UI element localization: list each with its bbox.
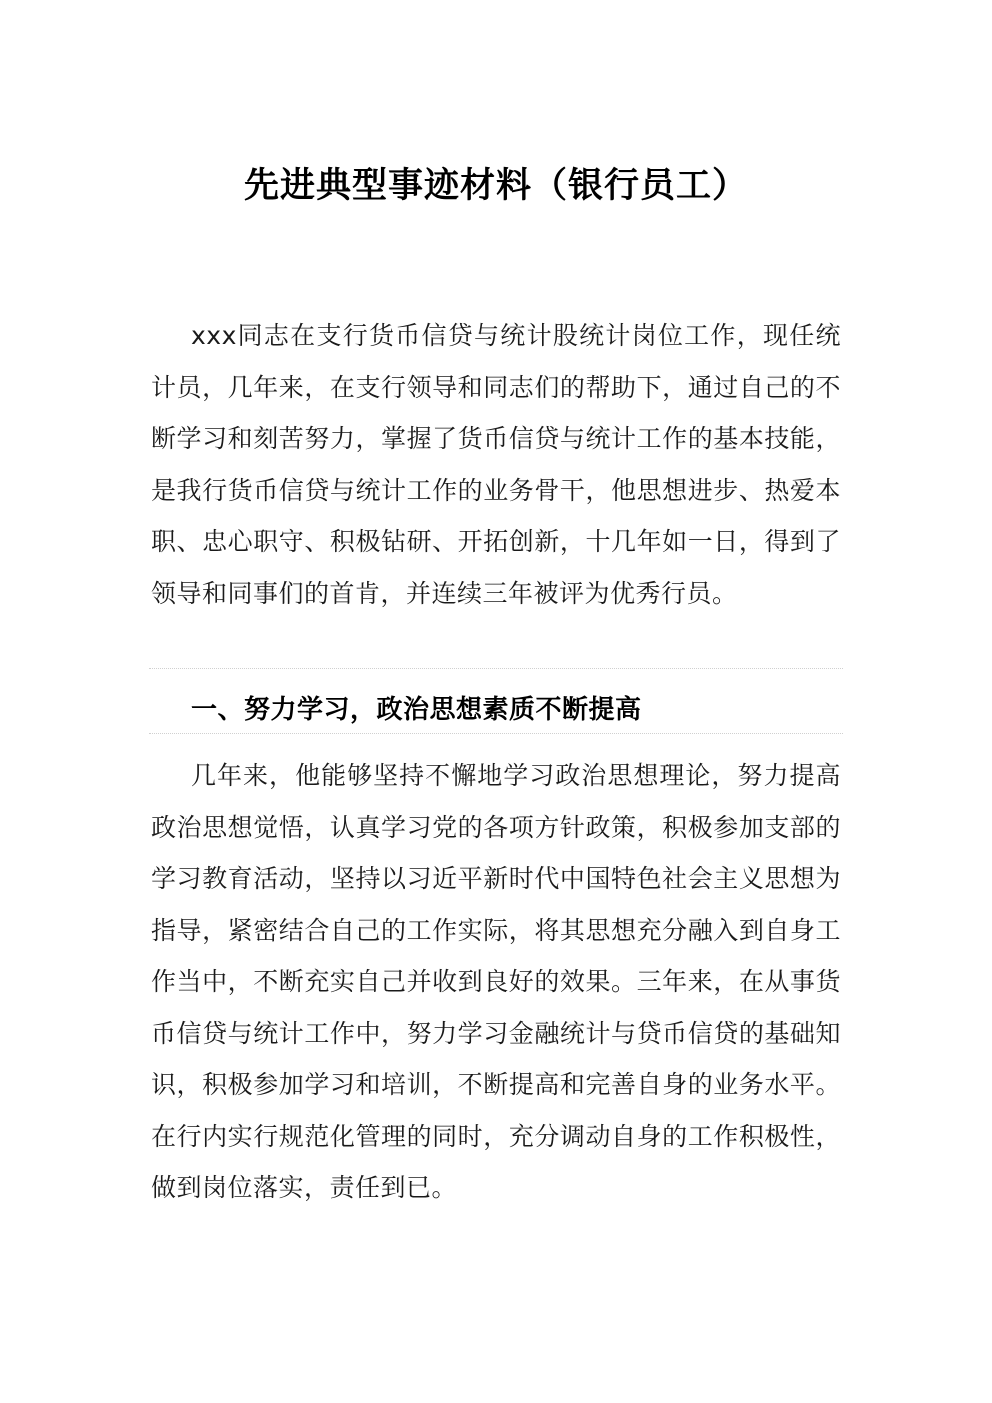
paragraph-section-1: 几年来，他能够坚持不懈地学习政治思想理论，努力提高政治思想觉悟，认真学习党的各项方针政策，积极参加支部的学习教育活动，坚持以习近平新时代中国特色社会主义思想为指导，紧密结合自己的工作实际，将其思想充分融入到自身工作当中，不断充实自己并收到良好的效果。三年来，在从事货币信贷与统计工作中，努力学习金融统计与贷币信贷的基础知识，积极参加学习和培训，不断提高和完善自身的业务水平。在行内实行规范化管理的同时，充分调动自身的工作积极性，做到岗位落实，责任到已。 — [151, 761, 841, 1202]
divider — [149, 668, 843, 669]
paragraph-intro: xxx同志在支行货币信贷与统计股统计岗位工作，现任统计员，几年来，在支行领导和同志们的帮助下，通过自己的不断学习和刻苦努力，掌握了货币信贷与统计工作的基本技能，是我行货币信贷与统计工作的业务骨干，他思想进步、热爱本职、忠心职守、积极钻研、开拓创新，十几年如一日，得到了领导和同事们的首肯，并连续三年被评为优秀行员。 — [151, 321, 841, 608]
section-heading: 一、努力学习，政治思想素质不断提高 — [191, 695, 642, 725]
divider — [149, 733, 843, 734]
document-title: 先进典型事迹材料（银行员工） — [243, 166, 748, 206]
